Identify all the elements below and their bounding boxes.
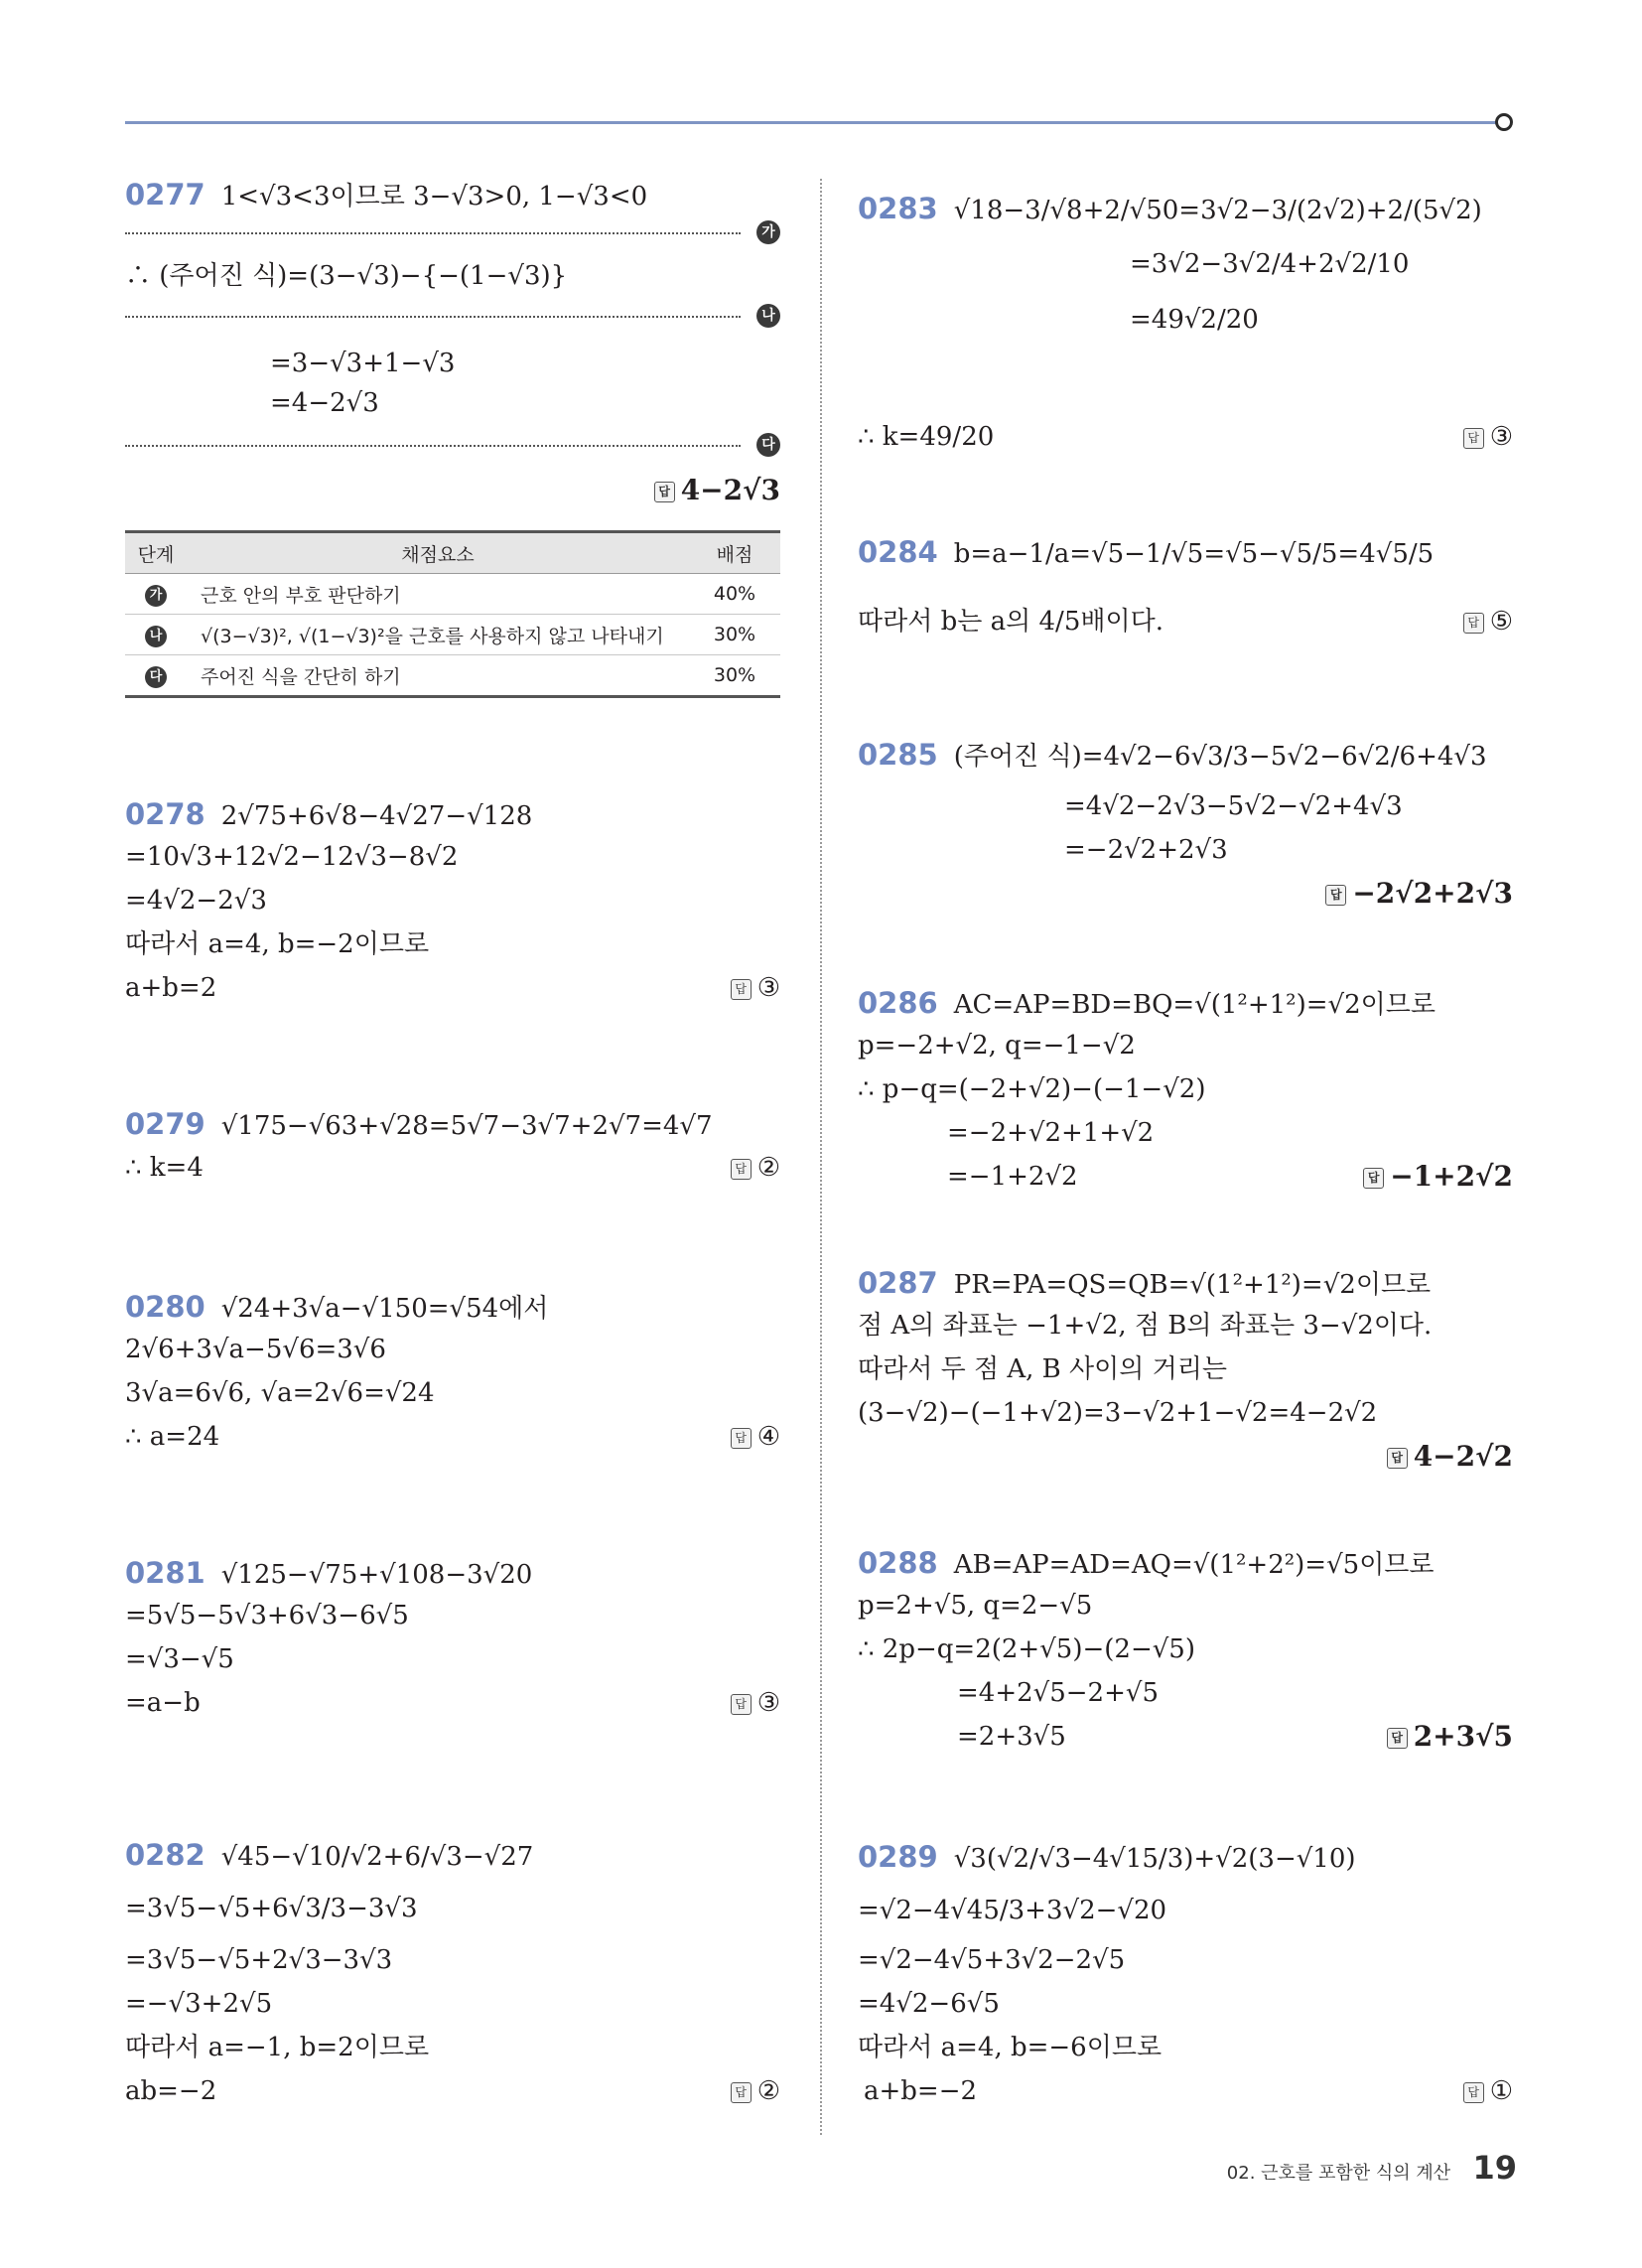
step-marker: 나 <box>756 304 780 328</box>
solution-line: =4−2√3 <box>270 388 379 418</box>
problem-number: 0287 <box>858 1266 938 1300</box>
solution-line: ∴ a=24 <box>125 1422 220 1452</box>
column-separator <box>820 179 822 2135</box>
answer-mark-icon: 답 <box>654 482 675 502</box>
solution-line: =√2−4√45/3+3√2−√20 <box>858 1896 1167 1925</box>
solution-line: ∴ k=49/20 <box>858 422 995 452</box>
solution-line: 3√a=6√6, √a=2√6=√24 <box>125 1378 435 1408</box>
step-marker: 다 <box>756 433 780 457</box>
table-row <box>125 574 780 615</box>
answer-value: ③ <box>1489 422 1513 452</box>
solution-line: p=−2+√2, q=−1−√2 <box>858 1031 1136 1061</box>
solution-line: (3−√2)−(−1+√2)=3−√2+1−√2=4−2√2 <box>858 1398 1378 1428</box>
solution-line: =3√5−√5+6√3/3−3√3 <box>125 1894 418 1923</box>
solution-line: ∴ p−q=(−2+√2)−(−1−√2) <box>858 1074 1206 1104</box>
answer <box>731 1417 780 1457</box>
solution-line: ∴ k=4 <box>125 1153 204 1183</box>
solution-line: =−√3+2√5 <box>125 1989 273 2019</box>
solution-line: 1<√3<3이므로 3−√3>0, 1−√3<0 <box>220 182 648 212</box>
answer <box>1325 874 1513 914</box>
solution-line: ∴ 2p−q=2(2+√5)−(2−√5) <box>858 1634 1195 1664</box>
scoring-points: 30% <box>689 655 780 697</box>
table-row <box>125 615 780 655</box>
answer-value: ③ <box>756 973 780 1003</box>
answer <box>1463 602 1513 641</box>
problem-number: 0289 <box>858 1840 938 1874</box>
answer-mark-icon: 답 <box>1387 1728 1408 1749</box>
problem-number: 0283 <box>858 192 938 225</box>
answer <box>731 1148 780 1188</box>
answer-value: ⑤ <box>1489 607 1513 637</box>
answer <box>731 2071 780 2111</box>
problem-number: 0288 <box>858 1546 938 1580</box>
scoring-item: 근호 안의 부호 판단하기 <box>187 574 689 615</box>
answer-value: ③ <box>756 1688 780 1718</box>
solution-line: 2√75+6√8−4√27−√128 <box>220 801 533 831</box>
dotted-rule <box>125 445 741 447</box>
problem-number: 0286 <box>858 986 938 1020</box>
problem-number: 0280 <box>125 1290 205 1324</box>
top-rule-end-dot <box>1495 113 1513 131</box>
problem-number: 0279 <box>125 1107 205 1141</box>
solution-line: =−2+√2+1+√2 <box>947 1118 1155 1148</box>
solution-line: 따라서 b는 a의 4/5배이다. <box>858 607 1163 637</box>
solution-line: AB=AP=AD=AQ=√(1²+2²)=√5이므로 <box>953 1550 1435 1580</box>
step-marker: 다 <box>145 666 167 688</box>
header-score: 배점 <box>689 532 780 574</box>
solution-line: =5√5−5√3+6√3−6√5 <box>125 1601 409 1630</box>
scoring-item: √(3−√3)², √(1−√3)²을 근호를 사용하지 않고 나타내기 <box>187 615 689 655</box>
scoring-points: 40% <box>689 574 780 615</box>
answer-value: ④ <box>756 1422 780 1452</box>
answer-mark-icon: 답 <box>1463 428 1484 449</box>
solution-line: =3√2−3√2/4+2√2/10 <box>1130 249 1410 279</box>
problem-number: 0277 <box>125 178 205 212</box>
answer-mark-icon: 답 <box>1463 2082 1484 2103</box>
solution-line: =−1+2√2 <box>947 1162 1078 1192</box>
solution-line: (주어진 식)=4√2−6√3/3−5√2−6√2/6+4√3 <box>953 742 1487 772</box>
solution-line: p=2+√5, q=2−√5 <box>858 1591 1093 1621</box>
problem-number: 0285 <box>858 738 938 772</box>
problem-number: 0278 <box>125 797 205 831</box>
step-marker: 가 <box>756 220 780 244</box>
solution-line: a+b=−2 <box>864 2076 978 2106</box>
solution-line: a+b=2 <box>125 973 217 1003</box>
solution-line: 2√6+3√a−5√6=3√6 <box>125 1335 386 1364</box>
top-rule <box>125 121 1507 124</box>
solution-line: √3(√2/√3−4√15/3)+√2(3−√10) <box>953 1844 1356 1874</box>
header-step: 단계 <box>125 532 187 574</box>
scoring-table <box>125 530 780 698</box>
header-item: 채점요소 <box>187 532 689 574</box>
answer-value: 2+3√5 <box>1413 1720 1513 1753</box>
solution-line: =3−√3+1−√3 <box>270 349 456 378</box>
answer-mark-icon: 답 <box>731 1159 752 1180</box>
solution-line: =4√2−2√3−5√2−√2+4√3 <box>1064 791 1403 821</box>
page-footer <box>1227 2149 1517 2187</box>
solution-line: 따라서 a=4, b=−2이므로 <box>125 929 430 959</box>
problem-number: 0284 <box>858 535 938 569</box>
solution-line: =4+2√5−2+√5 <box>957 1678 1159 1708</box>
solution-line: =4√2−2√3 <box>125 886 267 916</box>
step-marker: 나 <box>145 626 167 647</box>
answer-value: −2√2+2√3 <box>1352 877 1513 910</box>
solution-line: √175−√63+√28=5√7−3√7+2√7=4√7 <box>220 1111 713 1141</box>
answer-mark-icon: 답 <box>1463 613 1484 634</box>
dotted-rule <box>125 232 741 234</box>
answer-value: −1+2√2 <box>1390 1160 1513 1193</box>
section-title: 02. 근호를 포함한 식의 계산 <box>1226 2163 1451 2184</box>
solution-line: √125−√75+√108−3√20 <box>220 1560 533 1590</box>
solution-line: =a−b <box>125 1688 201 1718</box>
answer <box>731 968 780 1008</box>
dotted-rule <box>125 316 741 318</box>
solution-line: √24+3√a−√150=√54에서 <box>220 1294 549 1324</box>
solution-line: =2+3√5 <box>957 1722 1066 1752</box>
solution-line: =√2−4√5+3√2−2√5 <box>858 1945 1126 1975</box>
solution-line: ∴ (주어진 식)=(3−√3)−{−(1−√3)} <box>125 261 568 291</box>
problem-number: 0281 <box>125 1556 205 1590</box>
scoring-item: 주어진 식을 간단히 하기 <box>187 655 689 697</box>
answer-mark-icon: 답 <box>1325 885 1346 906</box>
answer-value: 4−2√3 <box>680 474 780 506</box>
answer-value: ② <box>756 1153 780 1183</box>
answer-value: 4−2√2 <box>1413 1440 1513 1473</box>
solution-line: 따라서 a=4, b=−6이므로 <box>858 2033 1163 2062</box>
answer-mark-icon: 답 <box>731 979 752 1000</box>
solution-line: AC=AP=BD=BQ=√(1²+1²)=√2이므로 <box>953 990 1436 1020</box>
solution-line: =−2√2+2√3 <box>1064 835 1228 865</box>
solution-line: b=a−1/a=√5−1/√5=√5−√5/5=4√5/5 <box>953 539 1435 569</box>
answer-mark-icon: 답 <box>731 2082 752 2103</box>
solution-line: =49√2/20 <box>1130 305 1259 335</box>
table-row <box>125 655 780 697</box>
solution-line: PR=PA=QS=QB=√(1²+1²)=√2이므로 <box>953 1270 1432 1300</box>
answer-mark-icon: 답 <box>1387 1448 1408 1469</box>
solution-line: ab=−2 <box>125 2076 217 2106</box>
answer <box>1387 1717 1513 1757</box>
page-number: 19 <box>1472 2149 1517 2187</box>
solution-line: √45−√10/√2+6/√3−√27 <box>220 1842 534 1872</box>
scoring-points: 30% <box>689 615 780 655</box>
solution-line: 점 A의 좌표는 −1+√2, 점 B의 좌표는 3−√2이다. <box>858 1311 1433 1341</box>
answer-value: ② <box>756 2076 780 2106</box>
solution-line: =10√3+12√2−12√3−8√2 <box>125 842 459 872</box>
answer-value: ① <box>1489 2076 1513 2106</box>
solution-line: =3√5−√5+2√3−3√3 <box>125 1945 393 1975</box>
answer <box>1387 1437 1513 1477</box>
answer <box>1463 417 1513 457</box>
solution-line: =√3−√5 <box>125 1644 234 1674</box>
solution-line: 따라서 두 점 A, B 사이의 거리는 <box>858 1354 1228 1384</box>
scoring-table-header <box>125 532 780 574</box>
answer <box>654 471 780 510</box>
solution-line: 따라서 a=−1, b=2이므로 <box>125 2033 430 2062</box>
answer-mark-icon: 답 <box>731 1694 752 1715</box>
solution-line: =4√2−6√5 <box>858 1989 1000 2019</box>
step-marker: 가 <box>145 585 167 607</box>
answer-mark-icon: 답 <box>1363 1168 1384 1189</box>
answer-mark-icon: 답 <box>731 1428 752 1449</box>
solution-line: √18−3/√8+2/√50=3√2−3/(2√2)+2/(5√2) <box>953 196 1482 225</box>
problem-number: 0282 <box>125 1838 205 1872</box>
answer <box>731 1683 780 1723</box>
answer <box>1463 2071 1513 2111</box>
answer <box>1363 1157 1513 1197</box>
